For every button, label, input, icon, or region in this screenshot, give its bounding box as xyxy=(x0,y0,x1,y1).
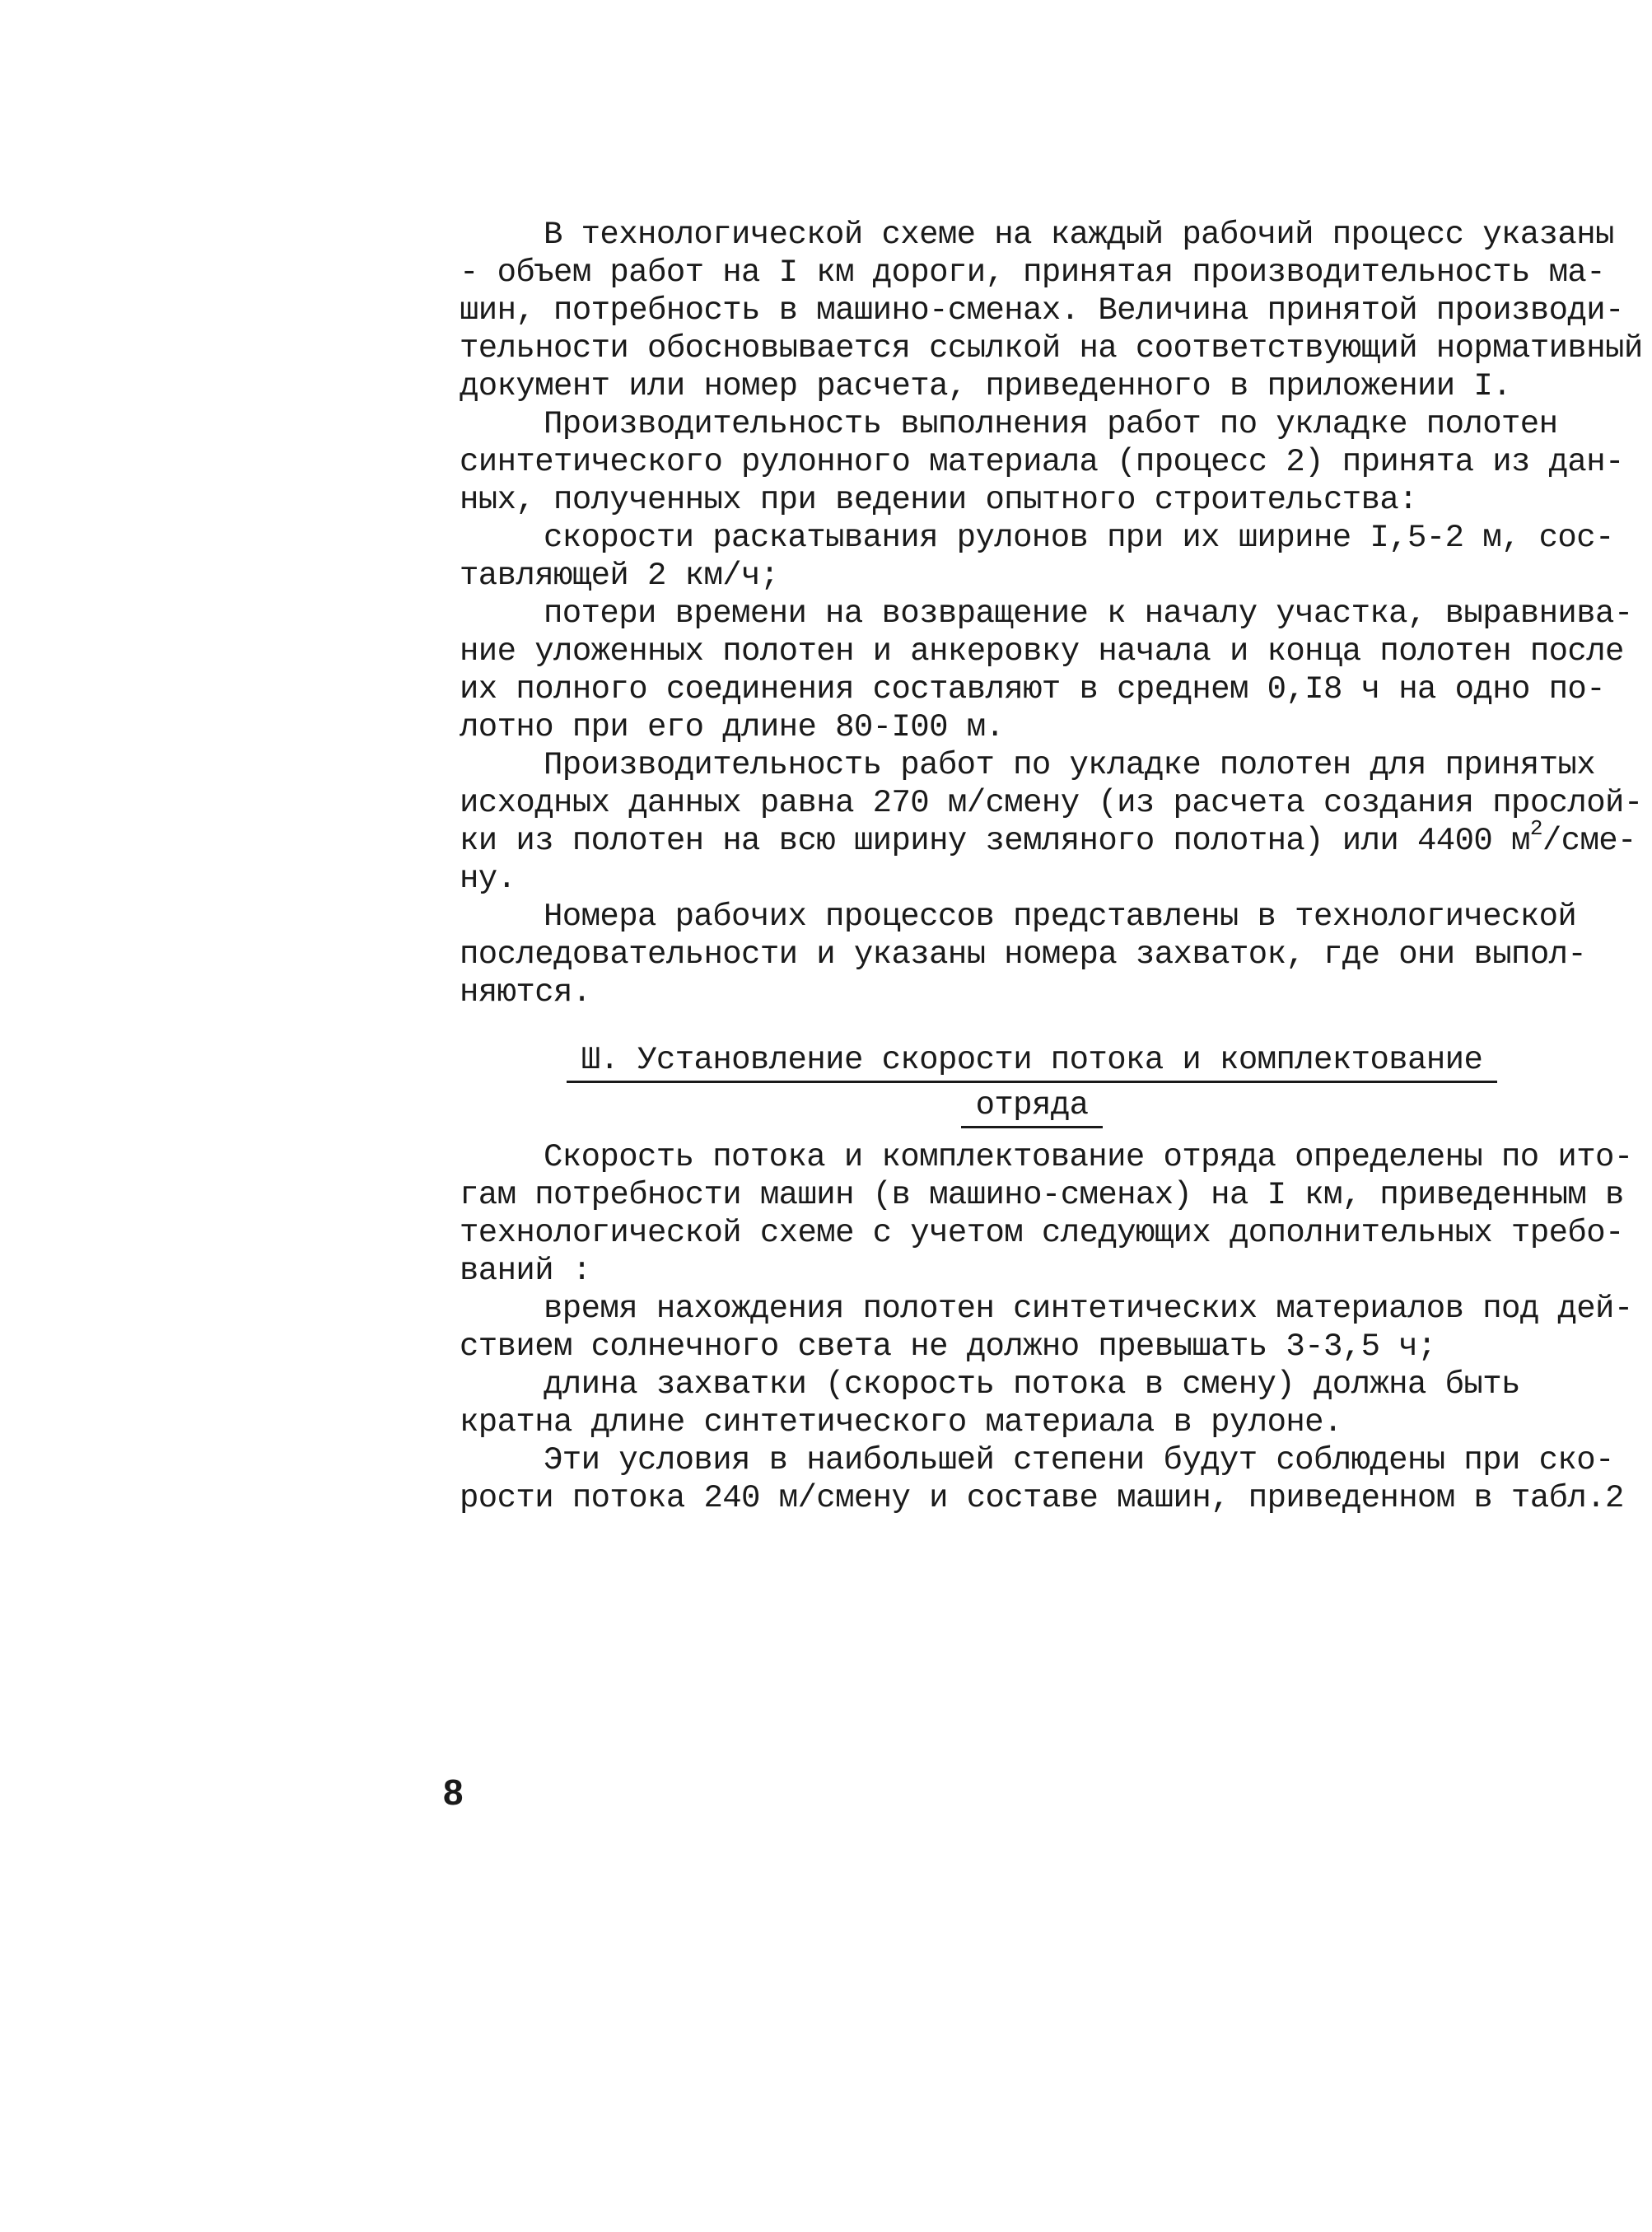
text-line-with-superscript xyxy=(460,816,1636,860)
heading-line: отряда xyxy=(961,1086,1104,1128)
superscript: 2 xyxy=(1529,816,1542,841)
text-line: скорости раскатывания рулонов при их ширине I,5-2 м, сос- xyxy=(544,520,1614,556)
text-line: последовательности и указаны номера захваток, где они выпол- xyxy=(460,936,1587,973)
text-line: кратна длине синтетического материала в рулоне. xyxy=(460,1404,1342,1441)
text-line: Номера рабочих процессов представлены в технологической xyxy=(544,899,1577,935)
text-line: тавляющей 2 км/ч; xyxy=(460,558,779,594)
text-line: ствием солнечного света не должно превышать 3-3,5 ч; xyxy=(460,1328,1436,1365)
text-line: шин, потребность в машино-сменах. Величина принятой производи- xyxy=(460,292,1624,329)
text-line: ных, полученных при ведении опытного строительства: xyxy=(460,482,1417,518)
text-line: няются. xyxy=(460,974,591,1011)
text-line: технологической схеме с учетом следующих дополнительных требо- xyxy=(460,1215,1624,1251)
section-heading xyxy=(460,1041,1505,1128)
text-line: синтетического рулонного материала (процесс 2) принята из дан- xyxy=(460,444,1624,480)
text-line: исходных данных равна 270 м/смену (из расчета создания прослой- xyxy=(460,785,1643,821)
text-span: /сме- xyxy=(1542,823,1636,859)
text-line: лотно при его длине 80-I00 м. xyxy=(460,709,1005,745)
text-line: ние уложенных полотен и анкеровку начала и конца полотен после xyxy=(460,633,1624,670)
text-line: гам потребности машин (в машино-сменах) на I км, приведенным в xyxy=(460,1177,1624,1213)
text-line: длина захватки (скорость потока в смену) должна быть xyxy=(544,1366,1520,1403)
text-line: рости потока 240 м/смену и составе машин, приведенном в табл.2 xyxy=(460,1480,1624,1516)
text-line: время нахождения полотен синтетических материалов под дей- xyxy=(544,1291,1633,1327)
text-line: потери времени на возвращение к началу участка, выравнива- xyxy=(544,595,1633,632)
text-line: их полного соединения составляют в среднем 0,I8 ч на одно по- xyxy=(460,671,1606,707)
text-line: Производительность работ по укладке полотен для принятых xyxy=(544,747,1596,783)
text-line: Производительность выполнения работ по укладке полотен xyxy=(544,406,1558,442)
spacer xyxy=(460,1011,1505,1041)
page-number: 8 xyxy=(443,1772,464,1813)
text-line: документ или номер расчета, приведенного в приложении I. xyxy=(460,368,1512,404)
text-line: Скорость потока и комплектование отряда определены по ито- xyxy=(544,1139,1633,1175)
text-line: В технологической схеме на каждый рабочий процесс указаны xyxy=(544,217,1614,253)
text-line: Эти условия в наибольшей степени будут соблюдены при ско- xyxy=(544,1442,1614,1478)
text-line: ваний : xyxy=(460,1253,591,1289)
text-line: - объем работ на I км дороги, принятая производительность ма- xyxy=(460,254,1606,291)
text-span: ки из полотен на всю ширину земляного полотна) или 4400 м xyxy=(460,823,1530,859)
text-line: ну. xyxy=(460,861,516,897)
body-text xyxy=(460,216,1643,1517)
text-line: тельности обосновывается ссылкой на соответствующий нормативный xyxy=(460,330,1643,367)
heading-line: Ш. Установление скорости потока и комплектование xyxy=(567,1041,1498,1083)
